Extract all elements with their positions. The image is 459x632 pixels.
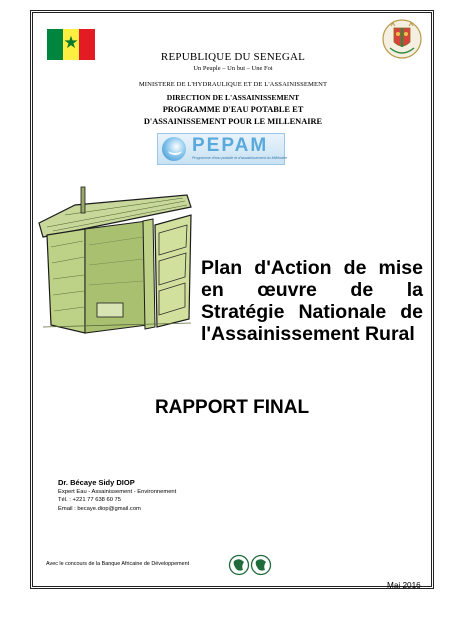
- report-title-line1: Plan d'Action de mise: [201, 257, 423, 279]
- republic-name: REPUBLIQUE DU SENEGAL: [160, 51, 306, 63]
- afdb-logo-icon: [228, 554, 274, 576]
- author-name: Dr. Bécaye Sidy DIOP: [58, 478, 135, 487]
- national-motto: Un Peuple – Un but – Une Foi: [193, 65, 273, 72]
- senegal-flag-icon: ★: [47, 29, 95, 60]
- report-title-line4: l'Assainissement Rural: [201, 323, 415, 345]
- pepam-tagline: Programme d'eau potable et d'assainissement du Millénaire: [192, 156, 288, 160]
- report-title-line2: en œuvre de la: [201, 279, 423, 301]
- program-name-line1: PROGRAMME D'EAU POTABLE ET: [162, 105, 304, 114]
- ministry-name: MINISTERE DE L'HYDRAULIQUE ET DE L'ASSAINISSEMENT: [138, 81, 328, 88]
- pepam-logo: [157, 133, 288, 165]
- report-title-line3: Stratégie Nationale de: [201, 301, 423, 323]
- report-title: [201, 257, 423, 345]
- author-email: Email : becaye.diop@gmail.com: [58, 506, 141, 512]
- program-name-line2: D'ASSAINISSEMENT POUR LE MILLENAIRE: [143, 117, 323, 126]
- author-phone: Tél. : +221 77 638 60 75: [58, 497, 122, 503]
- latrine-illustration: [35, 185, 195, 335]
- report-date: Mai 2016: [387, 581, 421, 590]
- report-cover-page: [30, 10, 434, 589]
- author-role: Expert Eau - Assainissement - Environnement: [58, 489, 177, 495]
- water-drop-icon: [162, 137, 186, 161]
- direction-name: DIRECTION DE L'ASSAINISSEMENT: [166, 93, 300, 102]
- report-subtitle: RAPPORT FINAL: [154, 397, 310, 418]
- support-note: Avec le concours de la Banque Africaine de Développement: [46, 561, 190, 567]
- pepam-wordmark: PEPAM: [192, 135, 269, 156]
